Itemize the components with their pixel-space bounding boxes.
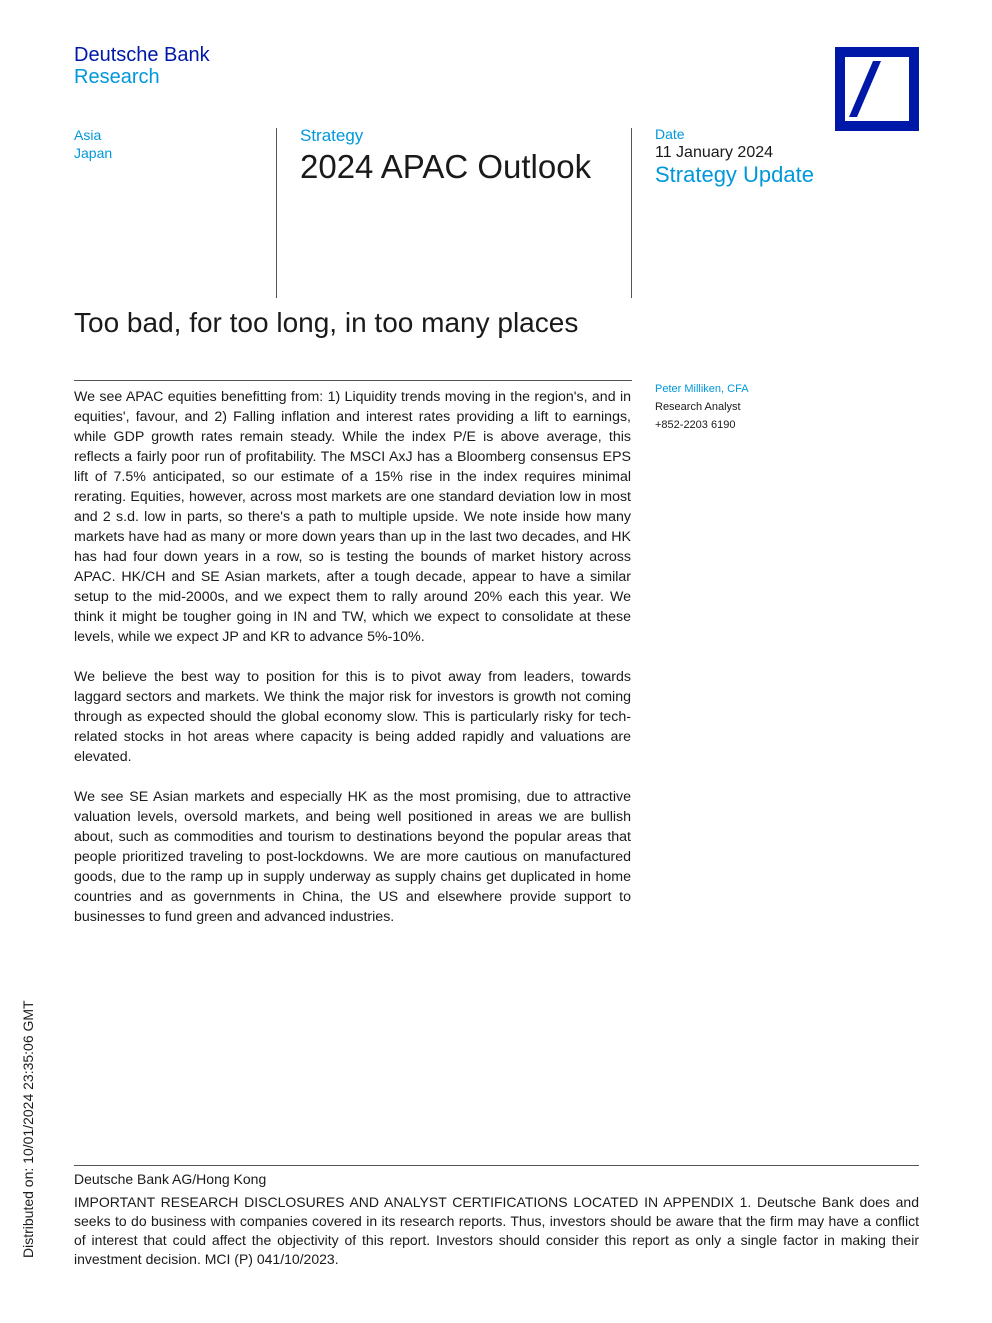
date-label: Date [655, 126, 685, 142]
divider-right [631, 128, 632, 298]
body-paragraph-3: We see SE Asian markets and especially HK as the most promising, due to attractive valuation levels, oversold markets, and being well positioned in areas we are bullish about, such as commodities and tourism to destinations beyond the popular areas that people prioritized traveling to post-lockdowns. We are more cautious on manufactured goods, due to the ramp up in supply underway as supply chains get duplicated in home countries and as governments in China, the US and elsewhere provide support to businesses to fund green and advanced industries. [74, 789, 631, 925]
region-block [74, 126, 112, 162]
footer-rule [74, 1165, 919, 1166]
region-japan: Japan [74, 145, 113, 161]
region-asia: Asia [74, 127, 102, 143]
brand-block [74, 44, 210, 88]
deutsche-bank-logo-icon [835, 47, 919, 131]
distribution-stamp: Distributed on: 10/01/2024 23:35:06 GMT [20, 1000, 36, 1258]
analyst-block [655, 380, 749, 434]
analyst-name[interactable]: Peter Milliken, CFA [655, 383, 749, 395]
body-paragraph-1: We see APAC equities benefitting from: 1) Liquidity trends moving in the region's, and in equities', favour, and 2) Falling inflation and interest rates providing a lift to earnings, while GDP growth rates remain steady. While the index P/E is above average, this reflects a fairly poor run of profitability. The MSCI AxJ has a Bloomberg consensus EPS lift of 7.5% anticipated, so our estimate of a 15% rise in the index requires minimal rerating. Equities, however, across most markets are one standard deviation low in most and 2 s.d. low in parts, so there's a path to multiple upside. We note inside how many markets have had as many or more down years than up in the last two decades, and HK has had four down years in a row, so is testing the bounds of market history across APAC. HK/CH and SE Asian markets, after a tough decade, appear to have a similar setup to the mid-2000s, and we expect them to rally around 20% each this year. We think it might be tougher going in IN and TW, which we expect to consolidate at these levels, while we expect JP and KR to advance 5%-10%. [74, 389, 631, 645]
brand-name: Deutsche Bank [74, 44, 210, 66]
headline-rule [74, 380, 632, 381]
brand-division: Research [74, 66, 160, 88]
report-date: 11 January 2024 [655, 144, 774, 161]
analyst-phone: +852-2203 6190 [655, 419, 736, 431]
footer-disclosure: IMPORTANT RESEARCH DISCLOSURES AND ANALYST CERTIFICATIONS LOCATED IN APPENDIX 1. Deutsche Bank does and seeks to do business with companies covered in its research reports. Thus, investors should be aware that the firm may have a conflict of interest that could affect the objectivity of this report. Investors should consider this report as only a single factor in making their investment decision. MCI (P) 041/10/2023. [74, 1194, 919, 1267]
footer-entity: Deutsche Bank AG/Hong Kong [74, 1171, 267, 1187]
body-paragraph-2: We believe the best way to position for this is to pivot away from leaders, towards laggard sectors and markets. We think the major risk for investors is growth not coming through as expected should the global economy slow. This is particularly risky for tech-related stocks in hot areas where capacity is being added rapidly and valuations are elevated. [74, 669, 631, 765]
analyst-role: Research Analyst [655, 401, 741, 413]
report-category: Strategy [300, 126, 364, 145]
headline: Too bad, for too long, in too many places [74, 307, 579, 338]
report-title: 2024 APAC Outlook [300, 148, 592, 185]
divider-left [276, 128, 277, 298]
report-type: Strategy Update [655, 162, 814, 187]
body-text [74, 387, 631, 947]
